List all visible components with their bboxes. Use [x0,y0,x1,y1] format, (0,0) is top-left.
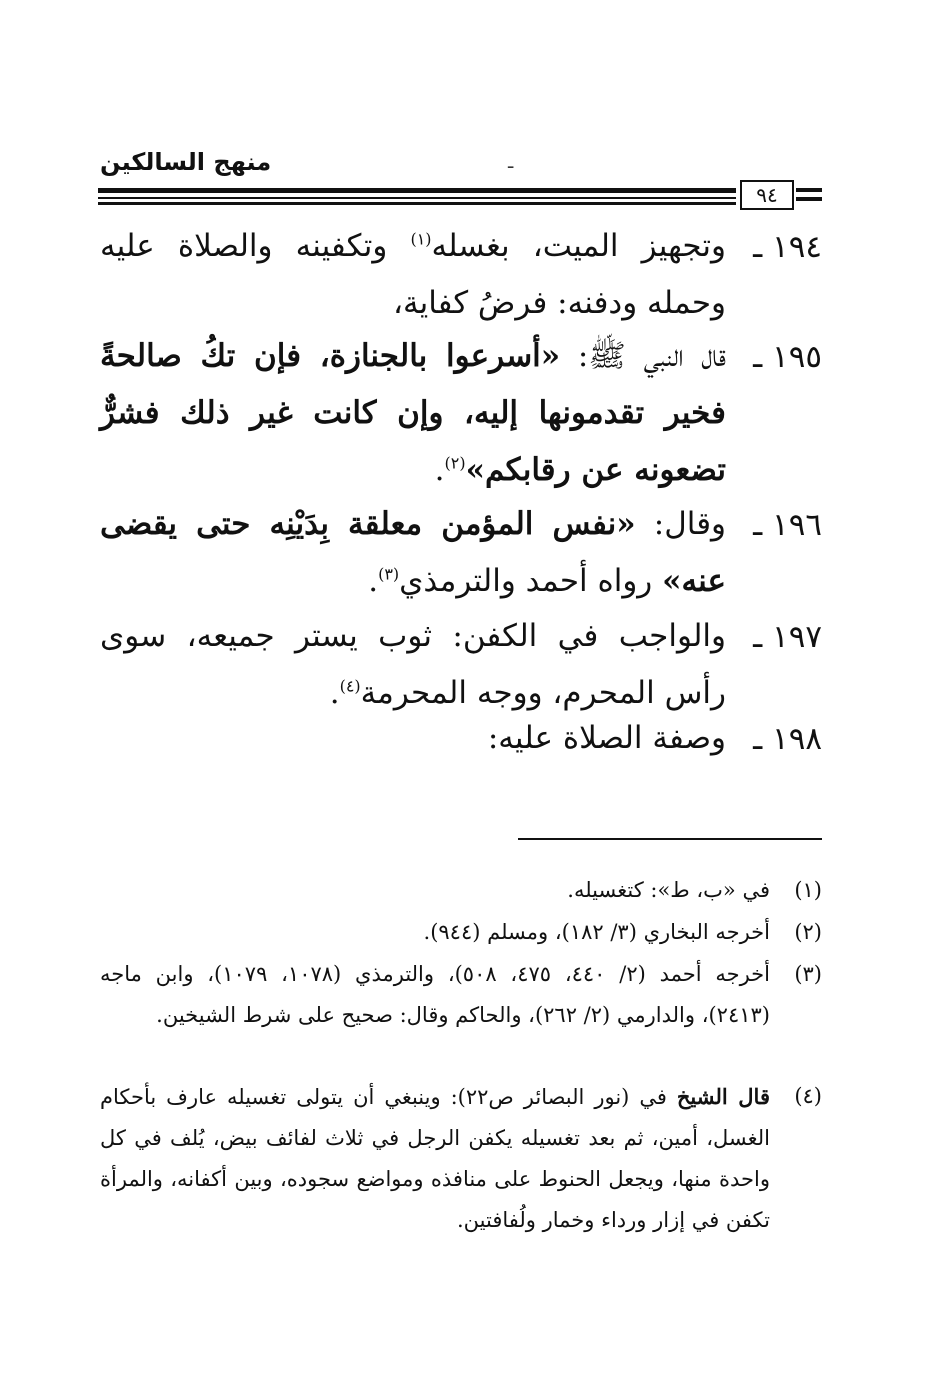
page-number: ٩٤ [740,180,794,210]
item-text-part: قال النبي ﷺ: [560,338,726,374]
item-text-part: رواه أحمد والترمذي [399,563,663,599]
footnote-ref: (١) [410,229,432,249]
item-number: ١٩٧ ـ [753,619,822,655]
item-text [100,608,726,722]
item-text-part: . [368,563,379,599]
item-text-part: وقال: [635,506,726,542]
footnote-separator [518,838,822,840]
list-item [100,710,822,768]
header-rule [98,197,736,199]
footnote-ref: (٣) [378,564,400,584]
footnote-ref: (٤) [339,676,361,696]
item-text [100,496,726,610]
item-text [100,218,726,332]
item-text-part: . [434,452,445,488]
list-item [100,328,822,500]
item-text-part: . [329,675,340,711]
footnote-number: (٣) [794,962,822,986]
hadith-quote: «نفس المؤمن معلقة بِدَيْنِه حتى يقضى عنه» [100,506,726,599]
item-text-part: وصفة الصلاة عليه: [487,720,726,756]
footnote-text: أخرجه البخاري (٣/ ١٨٢)، ومسلم (٩٤٤). [423,920,770,944]
footnote-text: أخرجه أحمد (٢/ ٤٤٠، ٤٧٥، ٥٠٨)، والترمذي (١٠٧٨، ١٠٧٩)، وابن ماجه (٢٤١٣)، والدارمي (٢/ ٢٦٢)، والحاكم وقال: صحيح على شرط الشيخين. [100,962,770,1027]
footnote-text [100,1076,770,1241]
footnote-text: في «ب، ط»: كتغسيله. [567,878,770,902]
footnote-number: (١) [794,878,822,902]
list-item [100,496,822,612]
footnote-number: (٢) [794,920,822,944]
header-rule [98,188,736,193]
item-number: ١٩٥ ـ [753,339,822,375]
list-item [100,218,822,334]
footnote-lead: قال الشيخ [676,1084,770,1109]
item-text [100,710,726,767]
footnote-ref: (٢) [444,453,466,473]
item-text-part: والواجب في الكفن: ثوب يستر جميعه، سوى رأس المحرم، ووجه المحرمة [100,618,726,711]
item-text [100,328,726,499]
footnote [100,870,822,911]
footnote [100,912,822,953]
header-rule [98,202,736,205]
footnote-body: في (نور البصائر ص٢٢): وينبغي أن يتولى تغسيله عارف بأحكام الغسل، أمين، ثم بعد تغسيله يكفن الرجل في ثلاث لفائف بيض، يُلف في كل واحدة منها، ويجعل الحنوط على منافذه ومواضع سجوده، وبين أكفانه، والمرأة تكفن في إزار ورداء وخمار ولُفافتين. [100,1085,770,1232]
page-number-rule [796,188,822,192]
footnote [100,954,822,1078]
footnote-number: (٤) [794,1084,822,1108]
header-ornament: ـ [508,152,514,173]
item-text-part: وتكفينه والصلاة عليه وحمله ودفنه: فرضُ كفاية، [100,228,726,321]
list-item [100,608,822,724]
item-number: ١٩٤ ـ [753,229,822,265]
item-text-part: وتجهيز الميت، بغسله [431,228,726,264]
running-header-title: منهج السالكين [100,148,272,176]
item-number: ١٩٨ ـ [753,721,822,757]
footnote [100,1076,822,1242]
page-number-rule [796,197,822,201]
item-number: ١٩٦ ـ [753,507,822,543]
hadith-quote: «أسرعوا بالجنازة، فإن تكُ صالحةً فخير تقدمونها إليه، وإن كانت غير ذلك فشرٌّ تضعونه عن رقابكم» [100,338,726,488]
